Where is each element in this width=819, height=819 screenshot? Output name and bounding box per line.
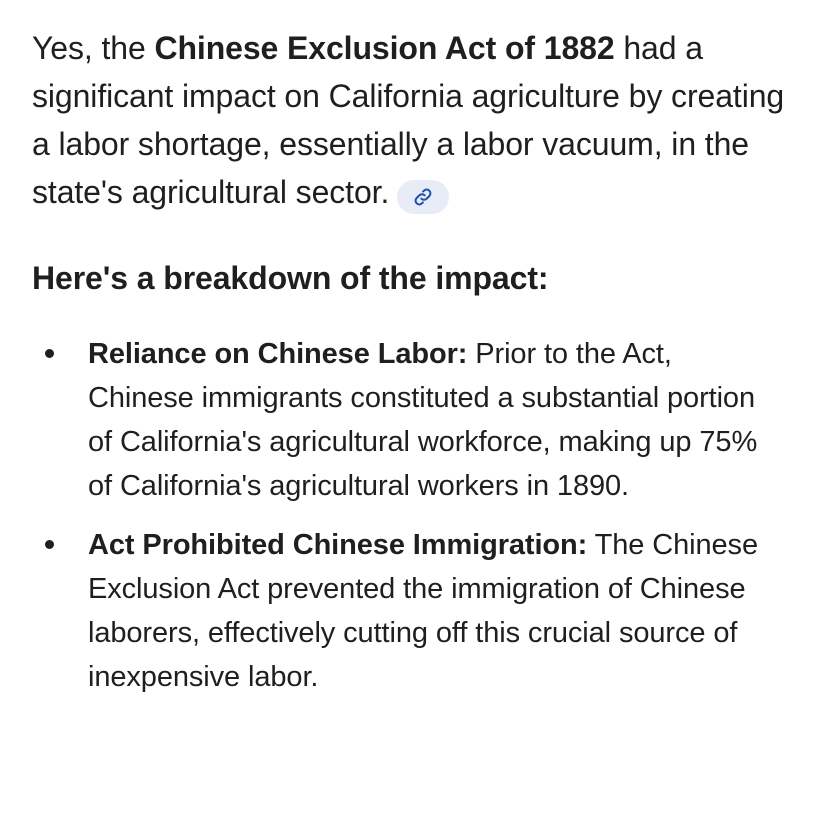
bullet-dot bbox=[45, 349, 54, 358]
bullet-title: Reliance on Chinese Labor: bbox=[88, 338, 468, 370]
bullet-dot bbox=[45, 540, 54, 549]
intro-paragraph bbox=[32, 24, 785, 216]
section-heading: Here's a breakdown of the impact: bbox=[32, 260, 549, 296]
intro-bold-term: Chinese Exclusion Act of 1882 bbox=[154, 30, 615, 66]
impact-list bbox=[32, 332, 785, 699]
intro-suffix: had a significant impact on California agriculture by creating a labor shortage, essentially a labor vacuum, in the state's agricultural sector. bbox=[32, 30, 785, 210]
source-link-chip[interactable] bbox=[397, 180, 449, 214]
list-item bbox=[32, 523, 785, 699]
bullet-text: Prior to the Act, Chinese immigrants constituted a substantial portion of California's agricultural workforce, making up 75% of California's agricultural workers in 1890. bbox=[88, 338, 758, 502]
bullet-title: Act Prohibited Chinese Immigration: bbox=[88, 529, 588, 561]
list-item bbox=[32, 332, 785, 508]
link-icon bbox=[413, 187, 433, 207]
intro-prefix: Yes, the bbox=[32, 30, 155, 66]
bullet-text: The Chinese Exclusion Act prevented the immigration of Chinese laborers, effectively cutting off this crucial source of inexpensive labor. bbox=[88, 529, 758, 693]
